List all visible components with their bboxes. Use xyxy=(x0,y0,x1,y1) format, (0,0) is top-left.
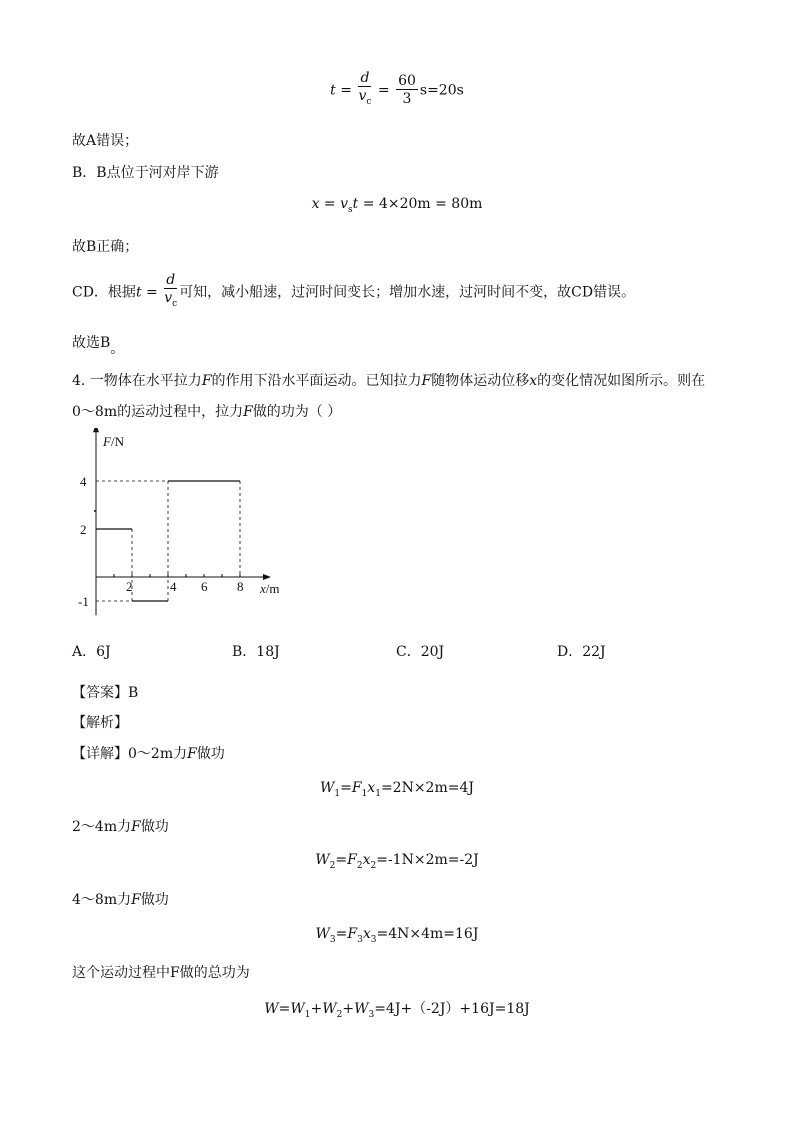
question-4-line-1: 4. 一物体在水平拉力F的作用下沿水平面运动。已知拉力F随物体运动位移x的变化情况如图所示。则在 xyxy=(72,373,706,389)
x-axis-label: x/m xyxy=(260,581,280,596)
equation-time: t = $\frac{d}{v_c}$ = $\frac{60}{3}$ s=20s xyxy=(330,70,464,107)
y-tick-label-4: 4 xyxy=(80,474,87,489)
paragraph-a-wrong: 故A错误； xyxy=(72,133,139,149)
option-b[interactable]: B．18J xyxy=(232,644,280,660)
equation-displacement: $x = v_st = 4\times 20m = 80m$ xyxy=(311,196,483,215)
equation-w1: $W_1=F_1x_1=2N\times 2m=4J$ xyxy=(319,780,474,799)
detail-line-1: 【详解】0～2m力F做功 xyxy=(72,746,225,762)
option-a[interactable]: A．6J xyxy=(72,644,111,660)
x-tick-label-4: 4 xyxy=(170,579,177,594)
answer: 【答案】B xyxy=(72,685,139,701)
paragraph-cd: CD．根据t = $\frac{d}{v_c}$ 可知，减小船速，过河时间变长；增加水速，过河时间不变，故CD错误。 xyxy=(72,272,636,309)
total-work-text: 这个运动过程中F做的总功为 xyxy=(72,965,250,981)
x-axis-arrow xyxy=(263,574,271,580)
y-tick-label--1: -1 xyxy=(78,594,89,609)
equation-w3: $W_3=F_3x_3=4N\times 4m=16J$ xyxy=(315,926,479,945)
force-displacement-chart xyxy=(70,428,300,628)
y-tick-label-2: 2 xyxy=(80,522,87,537)
option-c[interactable]: C．20J xyxy=(396,644,445,660)
y-axis-label: F/N xyxy=(103,434,124,449)
paragraph-b: B．B点位于河对岸下游 xyxy=(72,165,219,181)
x-tick-label-6: 6 xyxy=(201,579,208,594)
question-4-line-2: 0～8m的运动过程中，拉力F做的功为（ ） xyxy=(72,404,342,420)
paragraph-choice: 故选B。 xyxy=(72,335,125,357)
option-d[interactable]: D．22J xyxy=(557,644,606,660)
x-tick-label-2: 2 xyxy=(126,579,133,594)
y-axis-arrow xyxy=(93,428,99,432)
equation-w2: $W_2=F_2x_2=-1N\times 2m=-2J$ xyxy=(315,852,479,871)
detail-line-2: 2～4m力F做功 xyxy=(72,819,169,835)
x-tick-label-8: 8 xyxy=(237,579,244,594)
analysis-heading: 【解析】 xyxy=(72,715,128,731)
detail-line-3: 4～8m力F做功 xyxy=(72,892,169,908)
paragraph-b-correct: 故B正确； xyxy=(72,239,139,255)
equation-total: $W=W_1+W_2+W_3=4J+(-2J)+16J=18J$ xyxy=(264,1001,530,1020)
